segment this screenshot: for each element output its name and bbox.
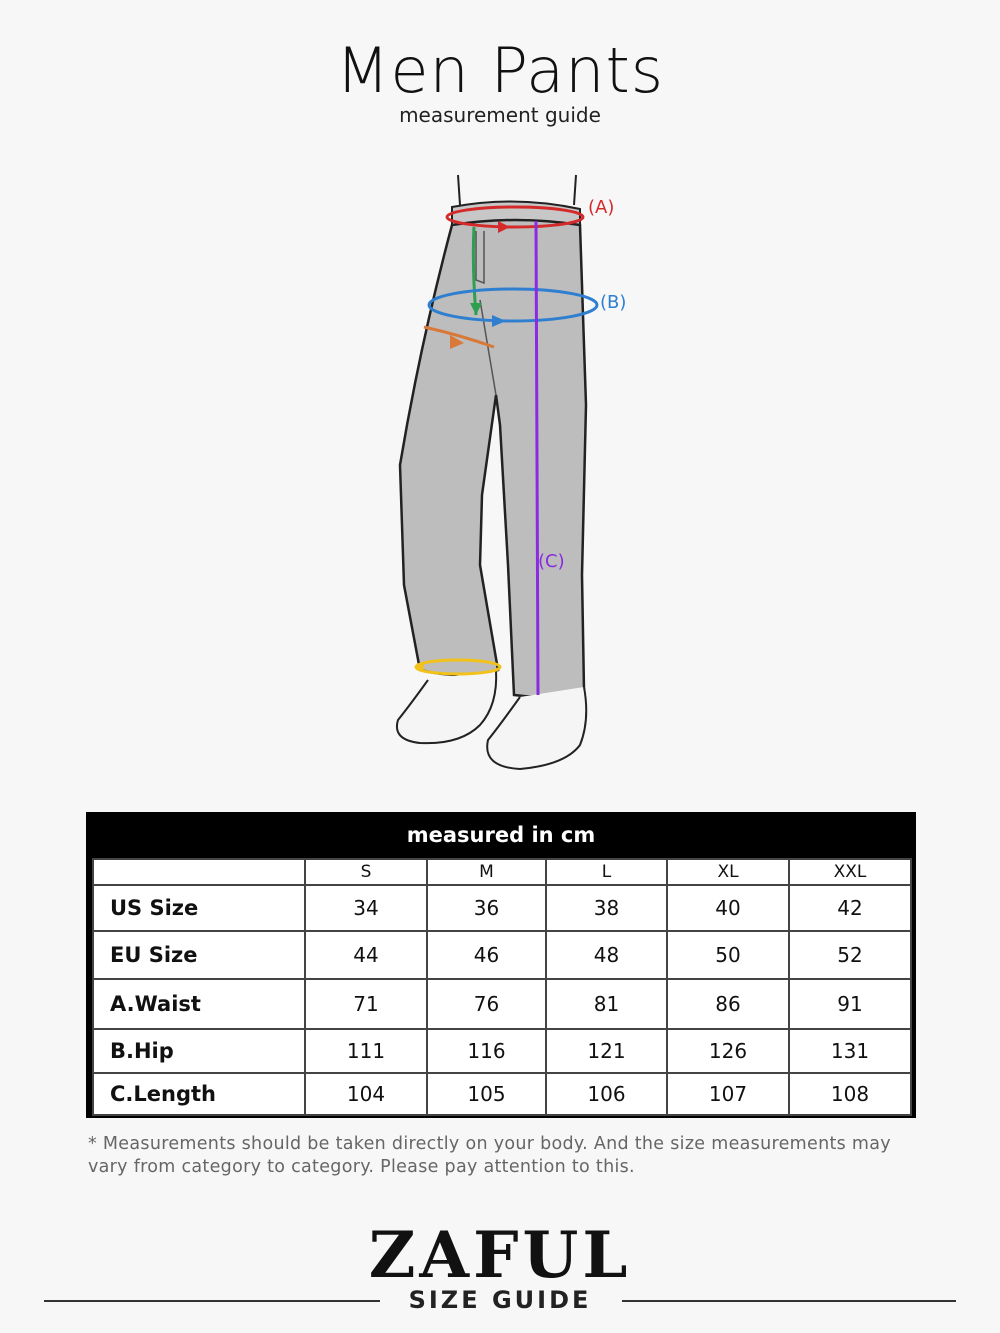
size-header: S xyxy=(305,859,427,885)
cell: 86 xyxy=(667,979,789,1029)
page-title: Men Pants xyxy=(335,34,665,107)
row-label: A.Waist xyxy=(93,979,305,1029)
length-measure-line xyxy=(536,221,538,695)
table-row xyxy=(93,931,911,979)
table-row xyxy=(93,1073,911,1115)
table-row xyxy=(93,885,911,931)
size-header: L xyxy=(546,859,667,885)
cell: 111 xyxy=(305,1029,427,1073)
corner-cell xyxy=(93,859,305,885)
cell: 107 xyxy=(667,1073,789,1115)
table-row xyxy=(93,979,911,1029)
size-header: M xyxy=(427,859,546,885)
cell: 48 xyxy=(546,931,667,979)
cell: 126 xyxy=(667,1029,789,1073)
cell: 106 xyxy=(546,1073,667,1115)
page-subtitle: measurement guide xyxy=(399,103,601,127)
row-label: US Size xyxy=(93,885,305,931)
right-foot-outline xyxy=(487,687,586,769)
cell: 105 xyxy=(427,1073,546,1115)
label-a: (A) xyxy=(588,197,615,218)
size-header-row xyxy=(93,859,911,885)
cell: 121 xyxy=(546,1029,667,1073)
size-chart xyxy=(86,812,916,1118)
cell: 42 xyxy=(789,885,911,931)
cell: 76 xyxy=(427,979,546,1029)
row-label: C.Length xyxy=(93,1073,305,1115)
label-b: (B) xyxy=(600,292,627,313)
cell: 52 xyxy=(789,931,911,979)
body-leg-lines xyxy=(458,175,576,205)
size-header: XL xyxy=(667,859,789,885)
label-c: (C) xyxy=(538,551,565,572)
cell: 104 xyxy=(305,1073,427,1115)
cell: 91 xyxy=(789,979,911,1029)
size-chart-caption: measured in cm xyxy=(406,823,596,847)
cell: 50 xyxy=(667,931,789,979)
size-table xyxy=(92,858,912,1116)
cell: 36 xyxy=(427,885,546,931)
left-foot-outline xyxy=(397,670,496,743)
brand-logo: ZAFUL xyxy=(368,1218,632,1293)
cell: 34 xyxy=(305,885,427,931)
cell: 116 xyxy=(427,1029,546,1073)
cell: 44 xyxy=(305,931,427,979)
row-label: EU Size xyxy=(93,931,305,979)
size-guide-label: SIZE GUIDE xyxy=(408,1286,592,1314)
row-label: B.Hip xyxy=(93,1029,305,1073)
cell: 46 xyxy=(427,931,546,979)
cell: 81 xyxy=(546,979,667,1029)
pants-illustration xyxy=(380,165,660,785)
cell: 71 xyxy=(305,979,427,1029)
cell: 108 xyxy=(789,1073,911,1115)
cell: 38 xyxy=(546,885,667,931)
size-header: XXL xyxy=(789,859,911,885)
cell: 40 xyxy=(667,885,789,931)
cell: 131 xyxy=(789,1029,911,1073)
table-row xyxy=(93,1029,911,1073)
measurement-note: * Measurements should be taken directly on your body. And the size measurements may vary from category to category. Please pay attention to this. xyxy=(88,1134,891,1177)
